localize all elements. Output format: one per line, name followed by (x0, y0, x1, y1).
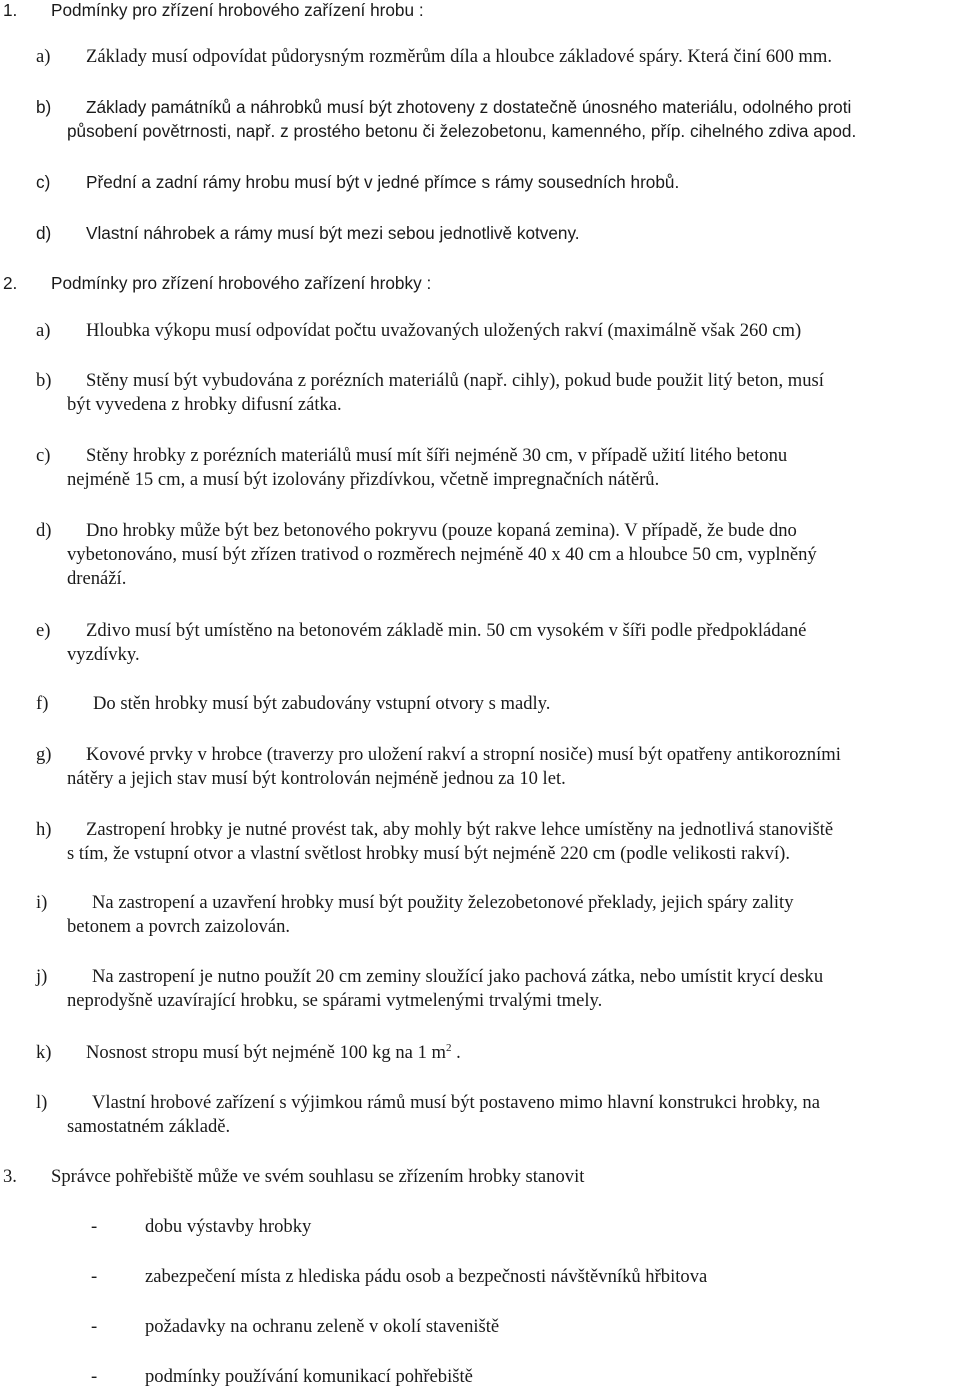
item-text: působení povětrnosti, např. z prostého betonu či železobetonu, kamenného, příp. cihelného zdiva apod. (67, 121, 857, 141)
section-heading: Podmínky pro zřízení hrobového zařízení hrobky : (51, 273, 432, 293)
bullet-dash: - (91, 1266, 98, 1287)
item-text: Nosnost stropu musí být nejméně 100 kg na 1 $m^2$ . (86, 1042, 461, 1063)
item-marker: g) (36, 744, 52, 765)
section-heading: Správce pohřebiště může ve svém souhlasu se zřízením hrobky stanovit (51, 1166, 585, 1187)
item-text: Přední a zadní rámy hrobu musí být v jedné přímce s rámy sousedních hrobů. (86, 172, 680, 192)
item-marker: h) (36, 819, 52, 840)
item-text: Základy památníků a náhrobků musí být zhotoveny z dostatečně únosného materiálu, odolného proti (86, 97, 852, 117)
item-text: Dno hrobky může být bez betonového pokryvu (pouze kopaná zemina). V případě, že bude dno (86, 520, 797, 541)
section-number: 3. (3, 1166, 17, 1187)
section-number: 2. (3, 273, 18, 293)
item-text: Na zastropení a uzavření hrobky musí být použity železobetonové překlady, jejich spáry zality (92, 892, 794, 913)
bullet-text: požadavky na ochranu zeleně v okolí staveniště (145, 1316, 500, 1337)
bullet-text: dobu výstavby hrobky (145, 1216, 312, 1237)
item-marker: i) (36, 892, 48, 913)
superscript: 2 (445, 1042, 452, 1054)
bullet-text: zabezpečení místa z hlediska pádu osob a bezpečnosti návštěvníků hřbitova (145, 1266, 708, 1287)
item-text: nátěry a jejich stav musí být kontrolován nejméně jednou za 10 let. (67, 768, 566, 789)
item-marker: a) (36, 46, 51, 67)
item-marker: b) (36, 97, 52, 117)
item-text: s tím, že vstupní otvor a vlastní světlost hrobky musí být nejméně 220 cm (podle velikosti rakví). (67, 843, 790, 864)
item-text: Hloubka výkopu musí odpovídat počtu uvažovaných uložených rakví (maximálně však 260 cm) (86, 320, 802, 341)
item-text: Základy musí odpovídat půdorysným rozměrům díla a hloubce základové spáry. Která činí 600 mm. (86, 46, 832, 67)
bullet-text: podmínky používání komunikací pohřebiště (145, 1366, 473, 1387)
item-marker: k) (36, 1042, 52, 1063)
item-text: Vlastní hrobové zařízení s výjimkou rámů musí být postaveno mimo hlavní konstrukci hrobky, na (92, 1092, 820, 1113)
item-text: nejméně 15 cm, a musí být izolovány přizdívkou, včetně impregnačních nátěrů. (67, 469, 660, 490)
item-text: Do stěn hrobky musí být zabudovány vstupní otvory s madly. (93, 693, 551, 714)
item-text: samostatném základě. (67, 1116, 231, 1137)
item-marker: d) (36, 520, 52, 541)
item-marker: c) (36, 172, 51, 192)
item-marker: a) (36, 320, 51, 341)
item-marker: b) (36, 370, 52, 391)
item-marker: e) (36, 620, 51, 641)
item-text: vybetonováno, musí být zřízen trativod o rozměrech nejméně 40 x 40 cm a hloubce 50 cm, vyplněný (67, 544, 817, 565)
item-text: Stěny musí být vybudována z porézních materiálů (např. cihly), pokud bude použit litý beton, musí (86, 370, 824, 391)
item-text: Vlastní náhrobek a rámy musí být mezi sebou jednotlivě kotveny. (86, 223, 580, 243)
item-text: Kovové prvky v hrobce (traverzy pro uložení rakví a stropní nosiče) musí být opatřeny antikorozními (86, 744, 841, 765)
item-text: betonem a povrch zaizolován. (67, 916, 291, 937)
item-text: Stěny hrobky z porézních materiálů musí mít šíři nejméně 30 cm, v případě užití litého betonu (86, 445, 788, 466)
bullet-dash: - (91, 1366, 98, 1387)
bullet-dash: - (91, 1316, 98, 1337)
item-marker: f) (36, 693, 49, 714)
section-heading: Podmínky pro zřízení hrobového zařízení hrobu : (51, 0, 424, 20)
item-text: Zdivo musí být umístěno na betonovém základě min. 50 cm vysokém v šíři podle předpokládané (86, 620, 807, 641)
item-text: vyzdívky. (67, 644, 140, 665)
section-number: 1. (3, 0, 18, 20)
item-marker: c) (36, 445, 51, 466)
item-text: neprodyšně uzavírající hrobku, se spárami vytmelenými trvalými tmely. (67, 990, 603, 1011)
item-text: drenáží. (67, 568, 127, 589)
item-text: Zastropení hrobky je nutné provést tak, aby mohly být rakve lehce umístěny na jednotlivá stanoviště (86, 819, 834, 840)
item-text: Na zastropení je nutno použít 20 cm zeminy sloužící jako pachová zátka, nebo umístit krycí desku (92, 966, 824, 987)
bullet-dash: - (91, 1216, 98, 1237)
item-text: být vyvedena z hrobky difusní zátka. (67, 394, 342, 415)
item-marker: d) (36, 223, 52, 243)
item-marker: j) (36, 966, 48, 987)
item-marker: l) (36, 1092, 48, 1113)
